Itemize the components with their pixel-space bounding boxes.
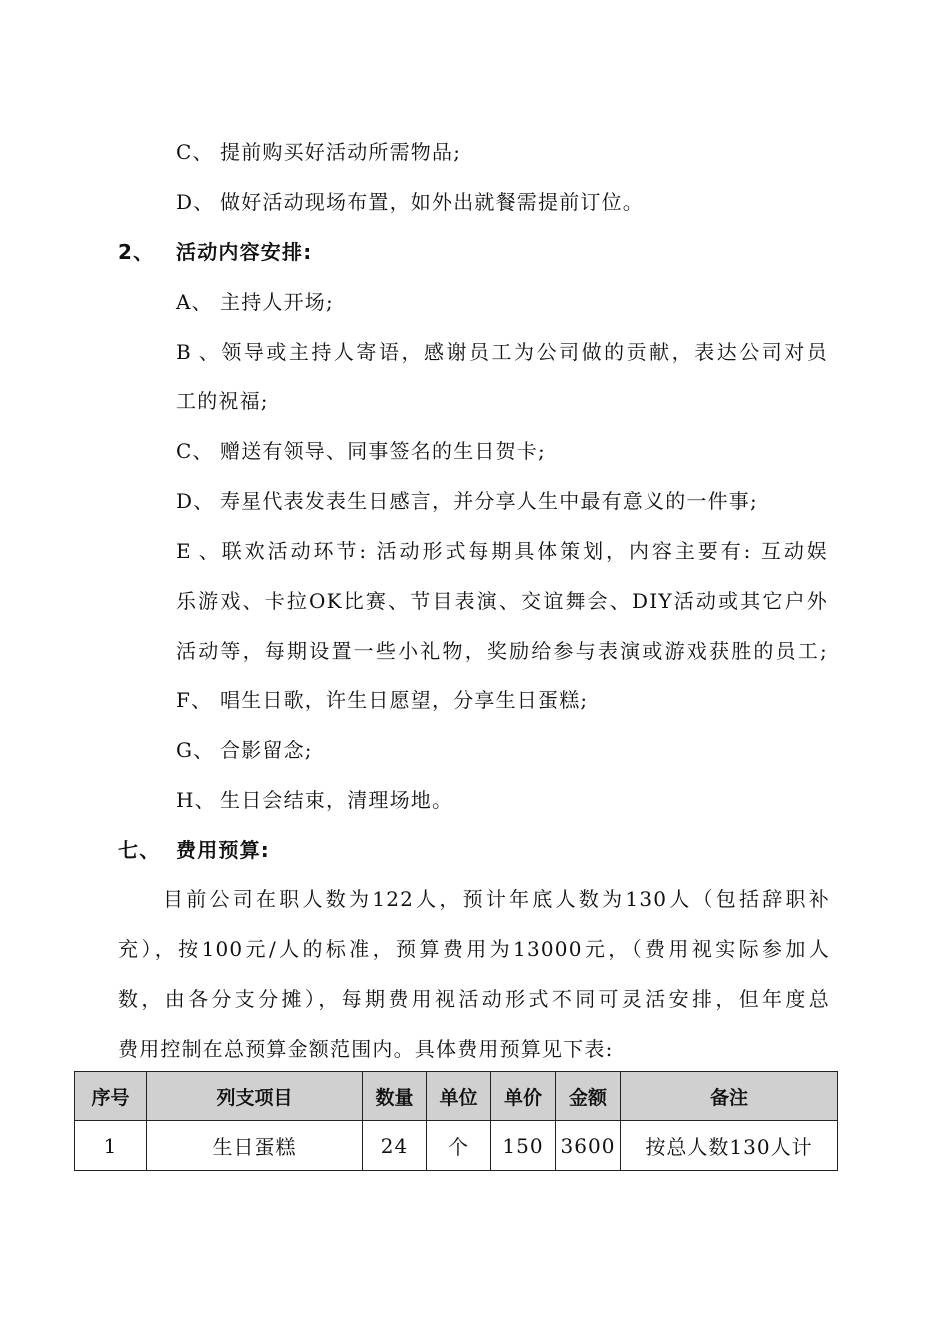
cell-unit: 个 (427, 1121, 491, 1171)
activity-item-e (176, 537, 828, 565)
paragraph-text: 费用控制在总预算金额范围内。具体费用预算见下表: (118, 1037, 614, 1061)
activity-item-c (176, 437, 546, 465)
item-marker: D、 (176, 489, 215, 513)
cell-index: 1 (75, 1121, 147, 1171)
prep-item-c (176, 138, 461, 166)
section-number: 2、 (118, 240, 155, 264)
item-text: 主持人开场; (220, 290, 334, 314)
item-marker: B、 (176, 340, 220, 364)
activity-item-d (176, 487, 758, 515)
budget-paragraph-line-3 (118, 985, 830, 1013)
item-text: 乐游戏、卡拉OK比赛、节目表演、交谊舞会、DIY活动或其它户外 (176, 589, 828, 613)
activity-item-a (176, 288, 334, 316)
cell-quantity: 24 (363, 1121, 427, 1171)
header-cell-index: 序号 (75, 1072, 147, 1121)
item-text: 生日会结束，清理场地。 (220, 788, 454, 812)
header-cell-quantity: 数量 (363, 1072, 427, 1121)
paragraph-text: 目前公司在职人数为122人，预计年底人数为130人（包括辞职补 (163, 887, 830, 911)
activity-item-g (176, 736, 313, 764)
item-text: 赠送有领导、同事签名的生日贺卡; (220, 439, 546, 463)
item-marker: C、 (176, 439, 214, 463)
section-2-heading (118, 238, 312, 266)
activity-item-h (176, 786, 453, 814)
item-text: 合影留念; (220, 738, 313, 762)
item-marker: C、 (176, 140, 214, 164)
section-number: 七、 (118, 838, 161, 862)
item-text: 唱生日歌，许生日愿望，分享生日蛋糕; (220, 688, 589, 712)
table-header-row (75, 1072, 838, 1121)
table-row (75, 1121, 838, 1171)
activity-item-e-cont-1 (176, 587, 828, 615)
budget-paragraph-line-4 (118, 1035, 614, 1063)
header-cell-amount: 金额 (556, 1072, 621, 1121)
item-text: 提前购买好活动所需物品; (220, 140, 462, 164)
paragraph-text: 充），按100元/人的标准，预算费用为13000元，（费用视实际参加人 (118, 937, 830, 961)
budget-table (74, 1071, 838, 1171)
header-cell-remarks: 备注 (621, 1072, 838, 1121)
budget-paragraph-line-1 (163, 885, 830, 913)
cell-remarks: 按总人数130人计 (621, 1121, 838, 1171)
item-text: 寿星代表发表生日感言，并分享人生中最有意义的一件事; (220, 489, 758, 513)
section-title: 费用预算: (176, 838, 270, 862)
item-marker: H、 (176, 788, 216, 812)
prep-item-d (176, 188, 644, 216)
item-text: 工的祝福; (176, 389, 269, 413)
section-7-heading (118, 836, 270, 864)
section-title: 活动内容安排: (176, 240, 313, 264)
header-cell-item: 列支项目 (147, 1072, 363, 1121)
activity-item-e-cont-2 (176, 637, 828, 665)
cell-unit-price: 150 (491, 1121, 556, 1171)
item-marker: G、 (176, 738, 215, 762)
activity-item-f (176, 686, 588, 714)
item-text: 领导或主持人寄语，感谢员工为公司做的贡献，表达公司对员 (220, 340, 828, 364)
cell-amount: 3600 (556, 1121, 621, 1171)
item-text: 做好活动现场布置，如外出就餐需提前订位。 (220, 190, 644, 214)
header-cell-unit: 单位 (427, 1072, 491, 1121)
header-cell-unit-price: 单价 (491, 1072, 556, 1121)
budget-paragraph-line-2 (118, 935, 830, 963)
paragraph-text: 数，由各分支分摊），每期费用视活动形式不同可灵活安排，但年度总 (118, 987, 830, 1011)
item-marker: A、 (176, 290, 213, 314)
cell-item: 生日蛋糕 (147, 1121, 363, 1171)
item-marker: F、 (176, 688, 213, 712)
item-marker: D、 (176, 190, 215, 214)
item-marker: E、 (176, 539, 220, 563)
activity-item-b-cont (176, 387, 269, 415)
item-text: 联欢活动环节: 活动形式每期具体策划，内容主要有: 互动娱 (220, 539, 828, 563)
item-text: 活动等，每期设置一些小礼物，奖励给参与表演或游戏获胜的员工; (176, 639, 828, 663)
activity-item-b (176, 338, 828, 366)
